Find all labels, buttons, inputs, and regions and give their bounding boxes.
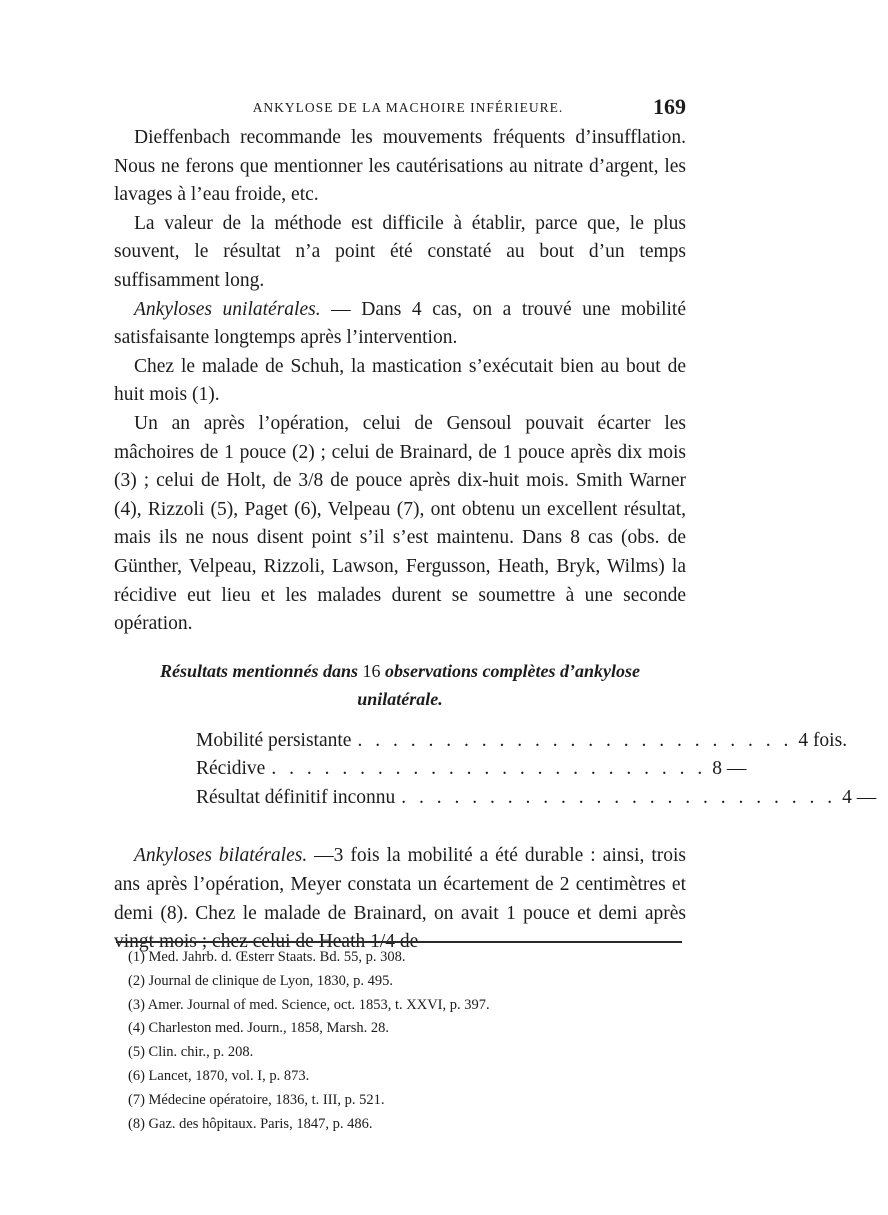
footnote: (8) Gaz. des hôpitaux. Paris, 1847, p. 486. <box>128 1115 373 1132</box>
dot-leader: . . . . . . . . . . . . . . . . . . . . . . . . . <box>271 758 707 780</box>
footnote: (6) Lancet, 1870, vol. I, p. 873. <box>128 1067 310 1084</box>
result-row <box>114 784 877 813</box>
paragraph-schuh: Chez le malade de Schuh, la mastication s’exécutait bien au bout de huit mois (1). <box>114 355 686 406</box>
result-value: 4 fois. <box>798 729 848 751</box>
main-text <box>114 124 877 957</box>
results-caption <box>114 657 686 685</box>
paragraph-dieffenbach: Dieffenbach recommande les mouvements fréquents d’insufflation. Nous ne ferons que mentionner les cautérisations au nitrate d’argent, les lavages à l’eau froide, etc. <box>114 127 686 206</box>
footnote: (4) Charleston med. Journ., 1858, Marsh. 28. <box>128 1020 389 1037</box>
result-row <box>114 727 848 756</box>
footnote: (2) Journal de clinique de Lyon, 1830, p. 495. <box>128 972 393 989</box>
section-heading-unilaterales: Ankyloses unilatérales. <box>134 298 321 320</box>
dot-leader: . . . . . . . . . . . . . . . . . . . . . . . . . <box>401 786 837 808</box>
paragraph-ankyloses-bilaterales <box>114 842 686 956</box>
result-label: Récidive <box>196 758 266 780</box>
paragraph-ankyloses-unilaterales <box>114 296 686 353</box>
footnote-divider <box>116 941 682 943</box>
caption-part2: observations complètes d’ankylose <box>380 660 641 681</box>
result-value: 4 — <box>842 786 877 808</box>
running-head: ANKYLOSE DE LA MACHOIRE INFÉRIEURE. <box>252 100 564 115</box>
caption-number: 16 <box>362 660 381 681</box>
footnote: (5) Clin. chir., p. 208. <box>128 1044 254 1061</box>
paragraph-bilaterales-text: —3 fois la mobilité a été durable : ainsi, trois ans après l’opération, Meyer constata un écartement de 2 centimètres et demi (8). Chez le malade de Brainard, on avait 1 pouce et demi après vingt mois ; chez celui de Heath 1/4 de <box>114 845 686 953</box>
page-header <box>114 96 686 120</box>
results-caption-line2: unilatérale. <box>357 688 443 709</box>
result-label: Résultat définitif inconnu <box>196 786 396 808</box>
footnote: (3) Amer. Journal of med. Science, oct. 1853, t. XXVI, p. 397. <box>128 996 490 1013</box>
caption-part1: Résultats mentionnés dans <box>159 660 363 681</box>
section-heading-bilaterales: Ankyloses bilatérales. <box>134 845 308 867</box>
paragraph-valeur-methode: La valeur de la méthode est difficile à établir, parce que, le plus souvent, le résultat n’a point été constaté au bout d’un temps suffisamment long. <box>114 212 686 291</box>
result-value: 8 — <box>712 758 747 780</box>
footnotes <box>128 946 680 1136</box>
result-label: Mobilité persistante <box>196 729 352 751</box>
page-number: 169 <box>653 94 686 119</box>
results-list <box>114 727 877 813</box>
result-row <box>114 755 747 784</box>
footnote: (7) Médecine opératoire, 1836, t. III, p. 521. <box>128 1091 385 1108</box>
footnote: (1) Med. Jahrb. d. Œsterr Staats. Bd. 55, p. 308. <box>128 949 406 965</box>
paragraph-unilaterales-text: — Dans 4 cas, on a trouvé une mobilité satisfaisante longtemps après l’intervention. <box>114 298 686 349</box>
dot-leader: . . . . . . . . . . . . . . . . . . . . . . . . . <box>357 729 793 751</box>
paragraph-gensoul: Un an après l’opération, celui de Gensoul pouvait écarter les mâchoires de 1 pouce (2) ; celui de Brainard, de 1 pouce après dix mois (3) ; celui de Holt, de 3/8 de pouce après dix-huit mois. Smith Warner (4), Rizzoli (5), Paget (6), Velpeau (7), ont obtenu un excellent résultat, mais ils ne nous disent point s’il s’est maintenu. Dans 8 cas (obs. de Günther, Velpeau, Rizzoli, Lawson, Fergusson, Heath, Bryk, Wilms) la récidive eut lieu et les malades durent se soumettre à une seconde opération. <box>114 412 686 635</box>
